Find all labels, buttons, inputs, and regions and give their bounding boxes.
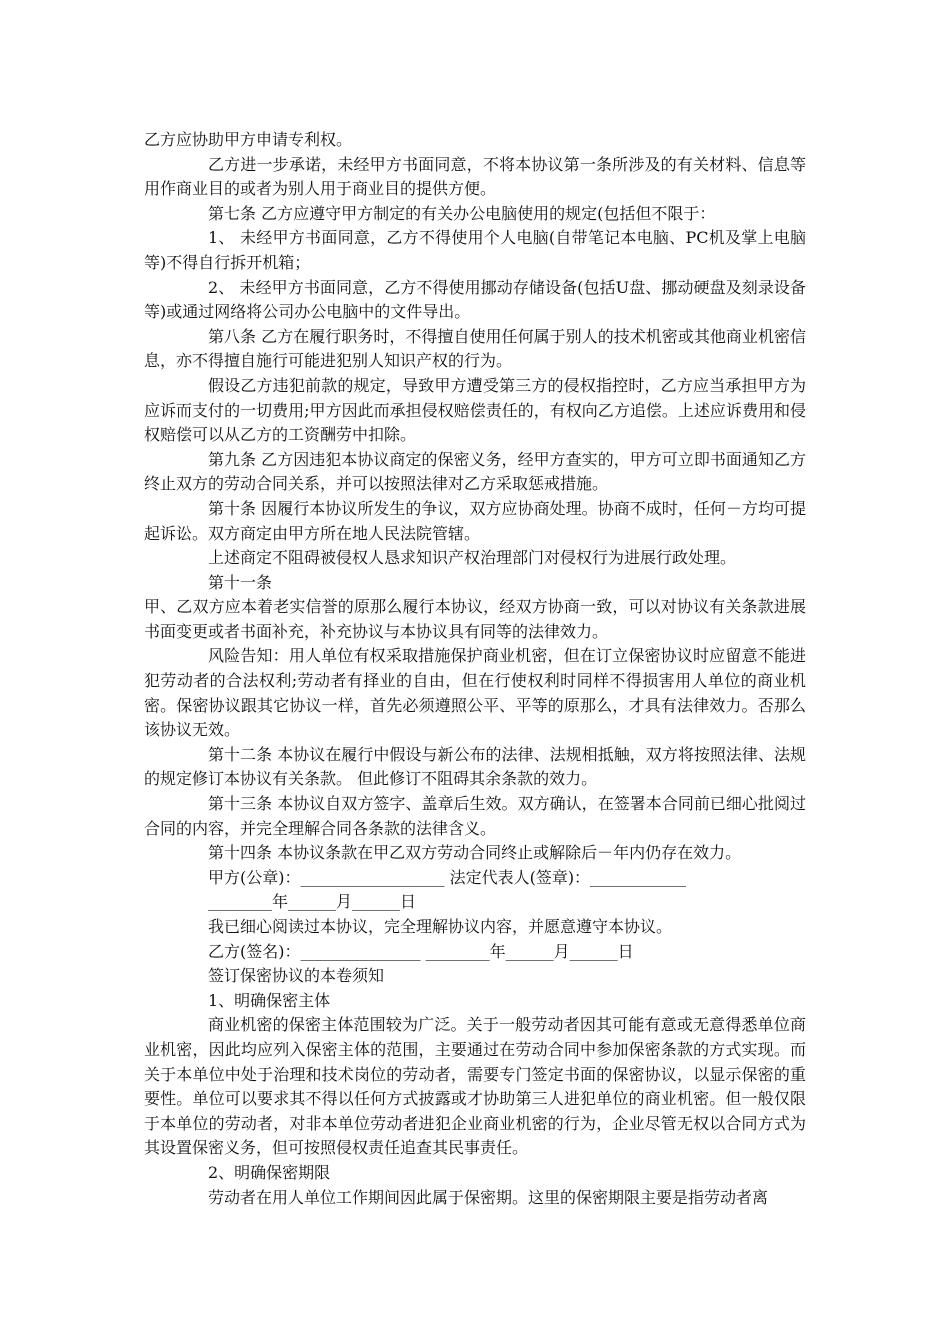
date-line: ________年______月______日 — [208, 892, 417, 912]
party-a-signature-line: 甲方(公章)：__________________ 法定代表人(签章)：____________ — [208, 867, 687, 887]
section-heading: 签订保密协议的本卷须知 — [208, 966, 385, 986]
article-13: 第十三条 本协议自双方签字、盖章后生效。双方确认，在签署本合同前已细心批阅过合同的内容，并完全理解合同各条款的法律含义。 — [144, 794, 806, 838]
article-14: 第十四条 本协议条款在甲乙双方劳动合同终止或解除后－年内仍存在效力。 — [208, 843, 742, 863]
subsection-heading: 1、明确保密主体 — [208, 990, 331, 1010]
risk-notice: 风险告知：用人单位有权采取措施保护商业机密，但在订立保密协议时应留意不能进犯劳动者的合法权利;劳动者有择业的自由，但在行使权利时同样不得损害用人单位的商业机密。保密协议跟其它协议一样，首先必须遵照公平、平等的原那么，才具有法律效力。否那么该协议无效。 — [144, 646, 806, 740]
list-item: 2、 未经甲方书面同意，乙方不得使用挪动存储设备(包括U盘、挪动硬盘及刻录设备等)或通过网络将公司办公电脑中的文件导出。 — [144, 277, 806, 322]
paragraph: 假设乙方违犯前款的规定，导致甲方遭受第三方的侵权指控时，乙方应当承担甲方为应诉而支付的一切费用;甲方因此而承担侵权赔偿责任的，有权向乙方追偿。上述应诉费用和侵权赔偿可以从乙方的工资酬劳中扣除。 — [144, 375, 806, 445]
paragraph: 商业机密的保密主体范围较为广泛。关于一般劳动者因其可能有意或无意得悉单位商业机密，因此均应列入保密主体的范围，主要通过在劳动合同中参加保密条款的方式实现。而关于本单位中处于治理和技术岗位的劳动者，需要专门签定书面的保密协议，以显示保密的重要性。单位可以要求其不得以任何方式披露或才协助第三人进犯单位的商业机密。但一般仅限于本单位的劳动者，对非本单位劳动者进犯企业商业机密的行为，企业尽管无权以合同方式为其设置保密义务，但可按照侵权责任追查其民事责任。 — [144, 1015, 806, 1158]
paragraph: 劳动者在用人单位工作期间因此属于保密期。这里的保密期限主要是指劳动者离 — [208, 1187, 769, 1207]
document-body — [144, 128, 806, 1210]
paragraph: 甲、乙双方应本着老实信誉的原那么履行本协议，经双方协商一致，可以对协议有关条款进展书面变更或者书面补充，补充协议与本协议具有同等的法律效力。 — [144, 597, 806, 641]
paragraph: 乙方进一步承诺，未经甲方书面同意，不将本协议第一条所涉及的有关材料、信息等用作商业目的或者为别人用于商业目的提供方便。 — [144, 154, 806, 199]
article-10: 第十条 因履行本协议所发生的争议，双方应协商处理。协商不成时，任何－方均可提起诉讼。双方商定由甲方所在地人民法院管辖。 — [144, 498, 806, 543]
subsection-heading: 2、明确保密期限 — [208, 1162, 331, 1182]
article-11-heading: 第十一条 — [208, 572, 273, 592]
article-12: 第十二条 本协议在履行中假设与新公布的法律、法规相抵触，双方将按照法律、法规的规定修订本协议有关条款。 但此修订不阻碍其余条款的效力。 — [144, 744, 806, 789]
paragraph: 上述商定不阻碍被侵权人恳求知识产权治理部门对侵权行为进展行政处理。 — [208, 548, 737, 568]
article-9: 第九条 乙方因违犯本协议商定的保密义务，经甲方查实的，甲方可立即书面通知乙方终止双方的劳动合同关系，并可以按照法律对乙方采取惩戒措施。 — [144, 449, 806, 494]
article-8: 第八条 乙方在履行职务时，不得擅自使用任何属于别人的技术机密或其他商业机密信息，亦不得擅自施行可能进犯别人知识产权的行为。 — [144, 326, 806, 371]
list-item: 1、 未经甲方书面同意，乙方不得使用个人电脑(自带笔记本电脑、PC机及掌上电脑等)不得自行拆开机箱； — [144, 228, 806, 272]
acknowledgement: 我已细心阅读过本协议，完全理解协议内容，并愿意遵守本协议。 — [208, 917, 673, 936]
party-b-signature-line: 乙方(签名)：_______________ ________年______月______日 — [208, 941, 634, 961]
article-7-heading: 第七条 乙方应遵守甲方制定的有关办公电脑使用的规定(包括但不限于： — [208, 203, 716, 223]
paragraph: 乙方应协助甲方申请专利权。 — [144, 130, 353, 149]
